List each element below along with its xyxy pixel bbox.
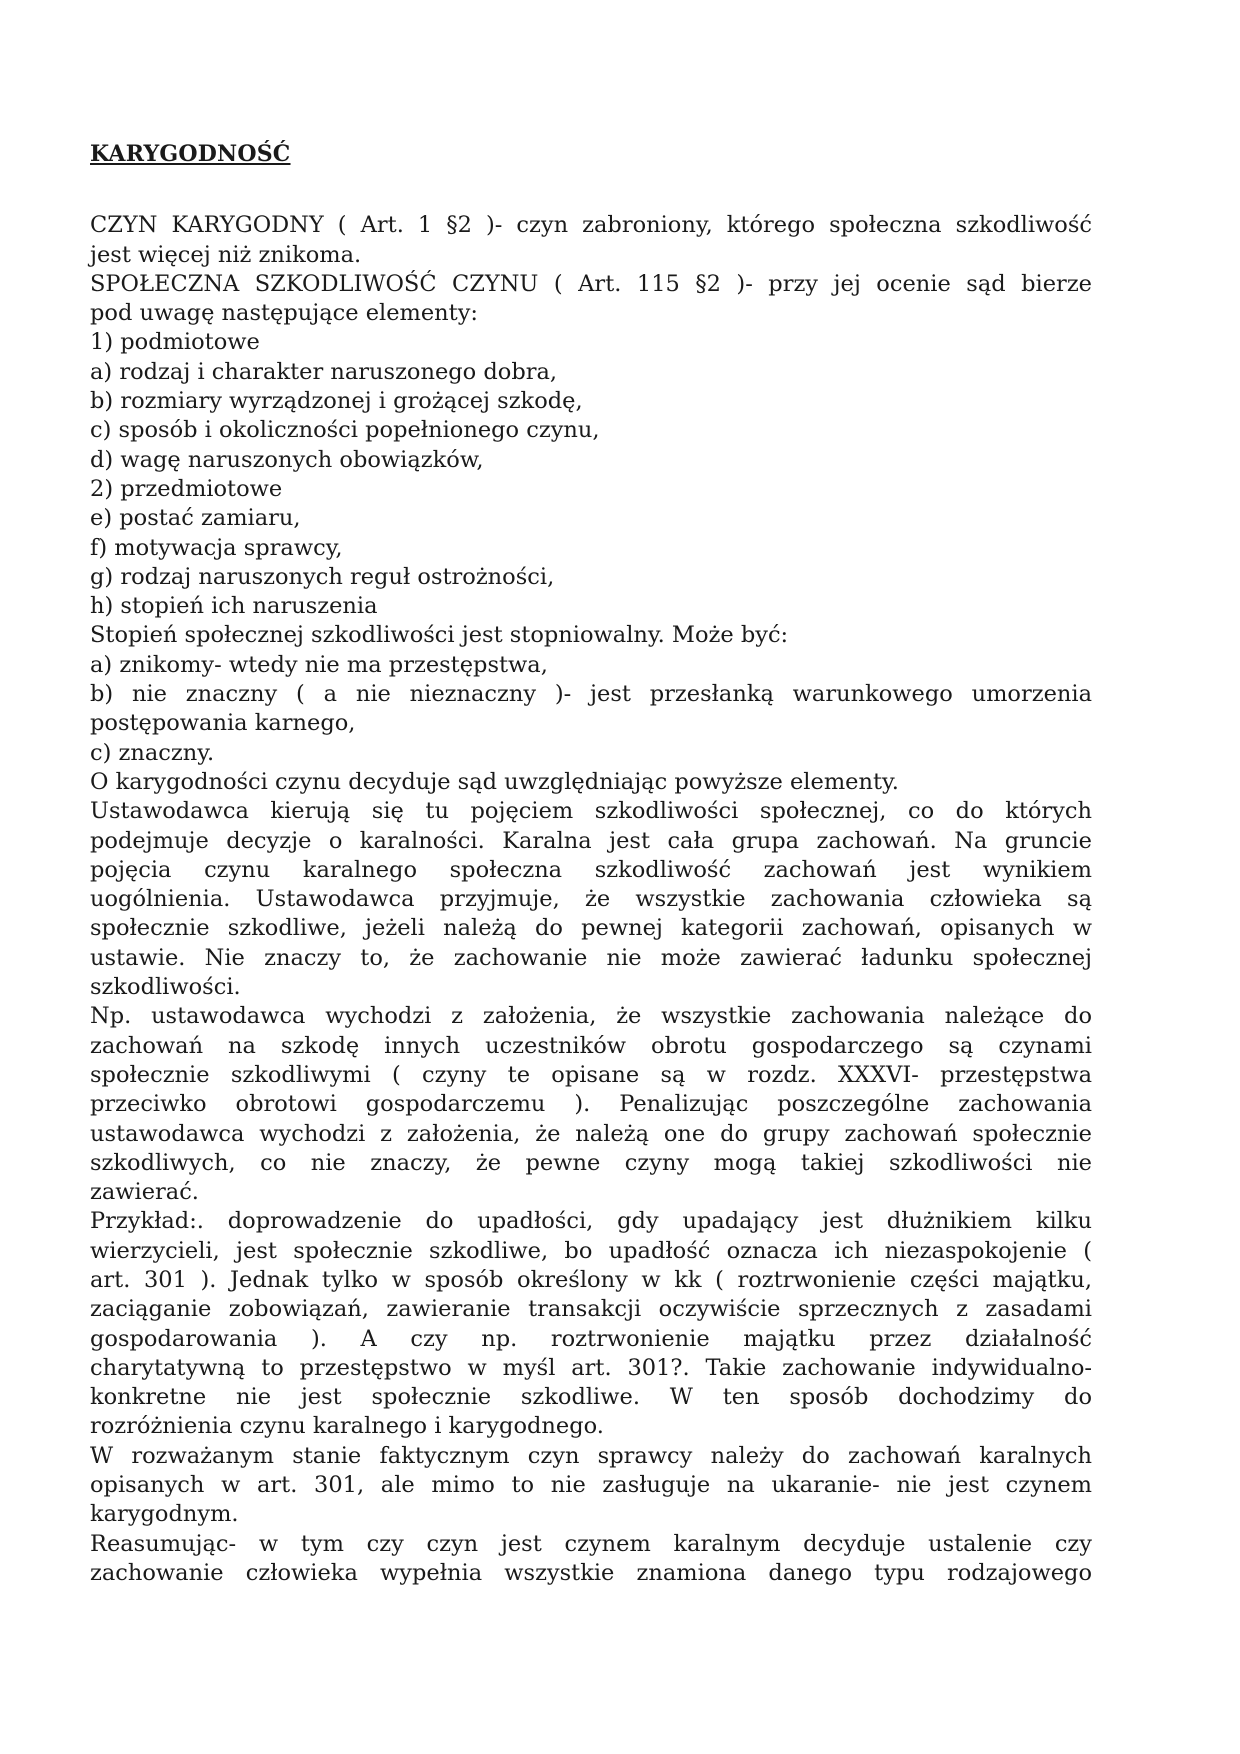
text-line: uogólnienia. Ustawodawca przyjmuje, że wszystkie zachowania człowieka są [90,886,1092,913]
text-line: f) motywacja sprawcy, [90,534,343,561]
text-line: karygodnym. [90,1501,239,1528]
text-line: zawierać. [90,1179,199,1206]
text-line: rozróżnienia czynu karalnego i karygodnego. [90,1413,604,1440]
text-line: e) postać zamiaru, [90,505,301,532]
text-line: opisanych w art. 301, ale mimo to nie zasługuje na ukaranie- nie jest czynem [90,1472,1092,1499]
text-line: szkodliwości. [90,974,241,1001]
text-line: wierzycieli, jest społecznie szkodliwe, bo upadłość oznacza ich niezaspokojenie ( [90,1237,1092,1264]
text-line: g) rodzaj naruszonych reguł ostrożności, [90,563,555,590]
document-page [90,140,1092,1588]
text-line: pod uwagę następujące elementy: [90,300,479,327]
document-body [90,211,1092,1588]
text-line: d) wagę naruszonych obowiązków, [90,446,484,473]
text-line: postępowania karnego, [90,710,356,737]
text-line: zachowanie człowieka wypełnia wszystkie znamiona danego typu rodzajowego [90,1559,1092,1586]
text-line: art. 301 ). Jednak tylko w sposób określony w kk ( roztrwonienie części majątku, [90,1266,1092,1293]
text-line: jest więcej niż znikoma. [90,241,362,268]
text-line: h) stopień ich naruszenia [90,593,378,620]
text-line: b) nie znaczny ( a nie nieznaczny )- jest przesłanką warunkowego umorzenia [90,681,1092,708]
text-line: szkodliwych, co nie znaczy, że pewne czyny mogą takiej szkodliwości nie [90,1149,1092,1176]
text-line: zaciąganie zobowiązań, zawieranie transakcji oczywiście sprzecznych z zasadami [90,1296,1092,1323]
text-line: Np. ustawodawca wychodzi z założenia, że wszystkie zachowania należące do [90,1003,1092,1030]
text-line: zachowań na szkodę innych uczestników obrotu gospodarczego są czynami [90,1032,1092,1059]
text-line: gospodarowania ). A czy np. roztrwonienie majątku przez działalność [90,1325,1092,1352]
text-line: podejmuje decyzje o karalności. Karalna jest cała grupa zachowań. Na gruncie [90,827,1092,854]
text-line: konkretne nie jest społecznie szkodliwe. W ten sposób dochodzimy do [90,1384,1092,1411]
text-line: c) znaczny. [90,739,215,766]
text-line: pojęcia czynu karalnego społeczna szkodliwość zachowań jest wynikiem [90,856,1092,883]
text-line: ustawodawca wychodzi z założenia, że należą one do grupy zachowań społecznie [90,1120,1092,1147]
text-line: c) sposób i okoliczności popełnionego czynu, [90,417,600,444]
text-line: b) rozmiary wyrządzonej i grożącej szkodę, [90,388,583,415]
text-line: CZYN KARYGODNY ( Art. 1 §2 )- czyn zabroniony, którego społeczna szkodliwość [90,212,1092,239]
text-line: a) rodzaj i charakter naruszonego dobra, [90,358,558,385]
text-line: 2) przedmiotowe [90,475,283,502]
text-line: społecznie szkodliwe, jeżeli należą do pewnej kategorii zachowań, opisanych w [90,915,1092,942]
text-line: a) znikomy- wtedy nie ma przestępstwa, [90,651,548,678]
text-line: O karygodności czynu decyduje sąd uwzględniając powyższe elementy. [90,768,899,795]
text-line: Ustawodawca kierują się tu pojęciem szkodliwości społecznej, co do których [90,798,1092,825]
text-line: 1) podmiotowe [90,329,260,356]
text-line: ustawie. Nie znaczy to, że zachowanie nie może zawierać ładunku społecznej [90,944,1092,971]
text-line: społecznie szkodliwymi ( czyny te opisane są w rozdz. XXXVI- przestępstwa [90,1061,1092,1088]
text-line: Stopień społecznej szkodliwości jest stopniowalny. Może być: [90,622,789,649]
text-line: SPOŁECZNA SZKODLIWOŚĆ CZYNU ( Art. 115 §2 )- przy jej ocenie sąd bierze [90,270,1092,297]
text-line: Przykład:. doprowadzenie do upadłości, gdy upadający jest dłużnikiem kilku [90,1208,1092,1235]
text-line: W rozważanym stanie faktycznym czyn sprawcy należy do zachowań karalnych [90,1442,1092,1469]
document-title: KARYGODNOŚĆ [90,141,291,167]
text-line: przeciwko obrotowi gospodarczemu ). Penalizując poszczególne zachowania [90,1091,1092,1118]
text-line: Reasumując- w tym czy czyn jest czynem karalnym decyduje ustalenie czy [90,1530,1092,1557]
text-line: charytatywną to przestępstwo w myśl art. 301?. Takie zachowanie indywidualno- [90,1354,1092,1381]
